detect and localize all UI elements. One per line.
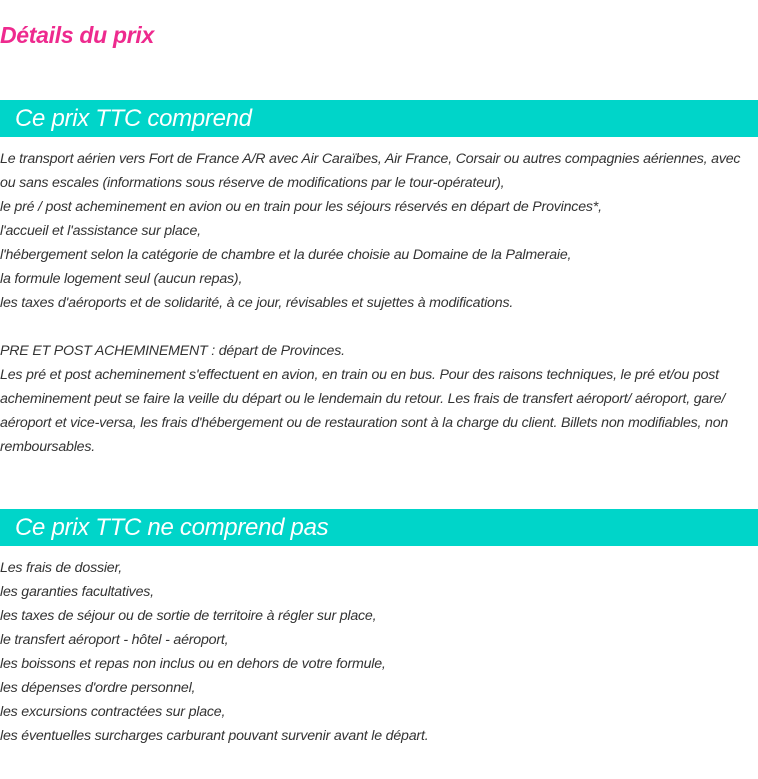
- included-item: l'accueil et l'assistance sur place,: [0, 223, 201, 239]
- excluded-heading: Ce prix TTC ne comprend pas: [15, 514, 329, 541]
- excluded-item: les garanties facultatives,: [0, 584, 154, 600]
- transfer-note-title: PRE ET POST ACHEMINEMENT : départ de Provinces.: [0, 343, 345, 359]
- included-item: Le transport aérien vers Fort de France A/R avec Air Caraïbes, Air France, Corsair ou autres compagnies aériennes, avec ou sans escales (informations sous réserve de modifications par le tour-opérateur),: [0, 151, 741, 191]
- included-heading: Ce prix TTC comprend: [15, 105, 252, 132]
- included-section-header: [0, 100, 758, 137]
- included-item: l'hébergement selon la catégorie de chambre et la durée choisie au Domaine de la Palmeraie,: [0, 247, 572, 263]
- excluded-item: le transfert aéroport - hôtel - aéroport,: [0, 632, 229, 648]
- excluded-section-header: [0, 509, 758, 546]
- excluded-item: les éventuelles surcharges carburant pouvant survenir avant le départ.: [0, 728, 429, 744]
- included-list: [0, 147, 758, 459]
- page-title: Détails du prix: [0, 22, 154, 48]
- included-item: les taxes d'aéroports et de solidarité, à ce jour, révisables et sujettes à modifications.: [0, 295, 514, 311]
- transfer-note-text: Les pré et post acheminement s'effectuent en avion, en train ou en bus. Pour des raisons techniques, le pré et/ou post acheminement peut se faire la veille du départ ou le lendemain du retour. Les frais de transfert aéroport/ aéroport, gare/ aéroport et vice-versa, les frais d'hébergement ou de restauration sont à la charge du client. Billets non modifiables, non remboursables.: [0, 367, 729, 455]
- excluded-item: Les frais de dossier,: [0, 560, 122, 576]
- included-item: le pré / post acheminement en avion ou en train pour les séjours réservés en départ de Provinces*,: [0, 199, 602, 215]
- excluded-item: les boissons et repas non inclus ou en dehors de votre formule,: [0, 656, 386, 672]
- included-item: la formule logement seul (aucun repas),: [0, 271, 243, 287]
- excluded-item: les excursions contractées sur place,: [0, 704, 226, 720]
- excluded-list: [0, 556, 758, 748]
- excluded-item: les taxes de séjour ou de sortie de territoire à régler sur place,: [0, 608, 377, 624]
- excluded-item: les dépenses d'ordre personnel,: [0, 680, 196, 696]
